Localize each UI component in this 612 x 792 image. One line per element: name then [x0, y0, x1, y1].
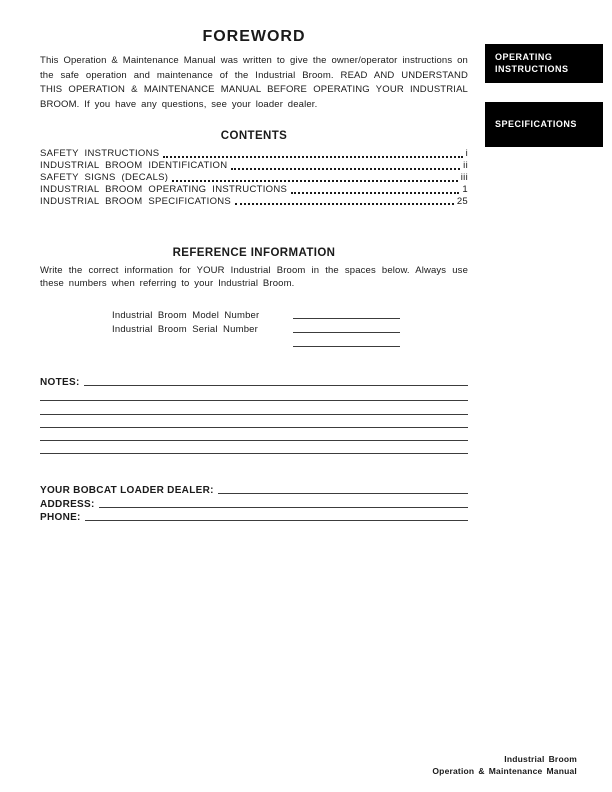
- toc-row: [40, 184, 468, 196]
- reference-field-row: [112, 306, 468, 320]
- reference-paragraph: Write the correct information for YOUR Industrial Broom in the spaces below. Always use these numbers when referring to your Industrial Broom.: [40, 265, 468, 290]
- write-in-line: [84, 385, 468, 386]
- toc-page-number: iii: [460, 171, 468, 183]
- dot-leader: [163, 156, 462, 158]
- toc-row: [40, 196, 468, 208]
- toc-page-number: i: [465, 148, 468, 160]
- write-in-line: [218, 493, 468, 494]
- content-column: [40, 0, 468, 523]
- dot-leader: [235, 203, 454, 205]
- notes-label: NOTES:: [40, 377, 80, 389]
- toc-item-label: INDUSTRIAL BROOM SPECIFICATIONS: [40, 195, 232, 207]
- toc-item-label: SAFETY INSTRUCTIONS: [40, 148, 160, 160]
- dealer-row: [40, 496, 468, 509]
- write-in-line: [293, 332, 400, 333]
- toc-item-label: INDUSTRIAL BROOM IDENTIFICATION: [40, 160, 228, 172]
- page-footer: [432, 754, 577, 777]
- section-tab: [485, 102, 603, 147]
- toc-row: [40, 172, 468, 184]
- reference-field-label: Industrial Broom Model Number: [112, 309, 260, 321]
- page-title: FOREWORD: [202, 28, 306, 45]
- toc-page-number: 25: [456, 195, 468, 207]
- write-in-line: [293, 346, 400, 347]
- section-tab-label: SPECIFICATIONS: [495, 118, 577, 129]
- table-of-contents: [40, 148, 468, 207]
- reference-fields: [40, 306, 468, 349]
- write-in-line: [40, 388, 468, 401]
- write-in-line: [40, 428, 468, 441]
- dot-leader: [291, 192, 459, 194]
- reference-heading: REFERENCE INFORMATION: [172, 247, 336, 260]
- reference-field-row: [112, 321, 468, 335]
- dealer-block: [40, 483, 468, 523]
- toc-page-number: ii: [463, 160, 468, 172]
- toc-row: [40, 160, 468, 172]
- contents-heading: CONTENTS: [220, 130, 288, 143]
- write-in-line: [99, 507, 468, 508]
- footer-line2: Operation & Maintenance Manual: [432, 765, 577, 776]
- notes-row: [40, 375, 468, 388]
- toc-row: [40, 148, 468, 160]
- dot-leader: [231, 168, 460, 170]
- notes-blank-lines: [40, 388, 468, 454]
- dealer-field-label: YOUR BOBCAT LOADER DEALER:: [40, 485, 214, 497]
- toc-item-label: SAFETY SIGNS (DECALS): [40, 171, 169, 183]
- dealer-row: [40, 510, 468, 523]
- section-tab: [485, 44, 603, 83]
- dealer-field-label: PHONE:: [40, 511, 81, 523]
- dot-leader: [172, 180, 458, 182]
- write-in-line: [40, 415, 468, 428]
- write-in-line: [85, 520, 468, 521]
- reference-field-label: Industrial Broom Serial Number: [112, 323, 259, 335]
- footer-line1: Industrial Broom: [504, 754, 577, 764]
- foreword-paragraph: This Operation & Maintenance Manual was written to give the owner/operator instructions on the safe operation and maintenance of the Industrial Broom. READ AND UNDERSTAND THIS OPERATION & MAINTENANCE MANUAL BEFORE OPERATING YOUR INDUSTRIAL BROOM. If you have any questions, see your loader dealer.: [40, 55, 468, 110]
- write-in-line: [40, 401, 468, 414]
- reference-extra-line-row: [112, 335, 468, 349]
- toc-page-number: 1: [462, 183, 468, 195]
- dealer-field-label: ADDRESS:: [40, 498, 95, 510]
- section-tab-label: OPERATING INSTRUCTIONS: [495, 52, 569, 74]
- write-in-line: [293, 318, 400, 319]
- write-in-line: [40, 441, 468, 454]
- toc-item-label: INDUSTRIAL BROOM OPERATING INSTRUCTIONS: [40, 183, 288, 195]
- dealer-row: [40, 483, 468, 496]
